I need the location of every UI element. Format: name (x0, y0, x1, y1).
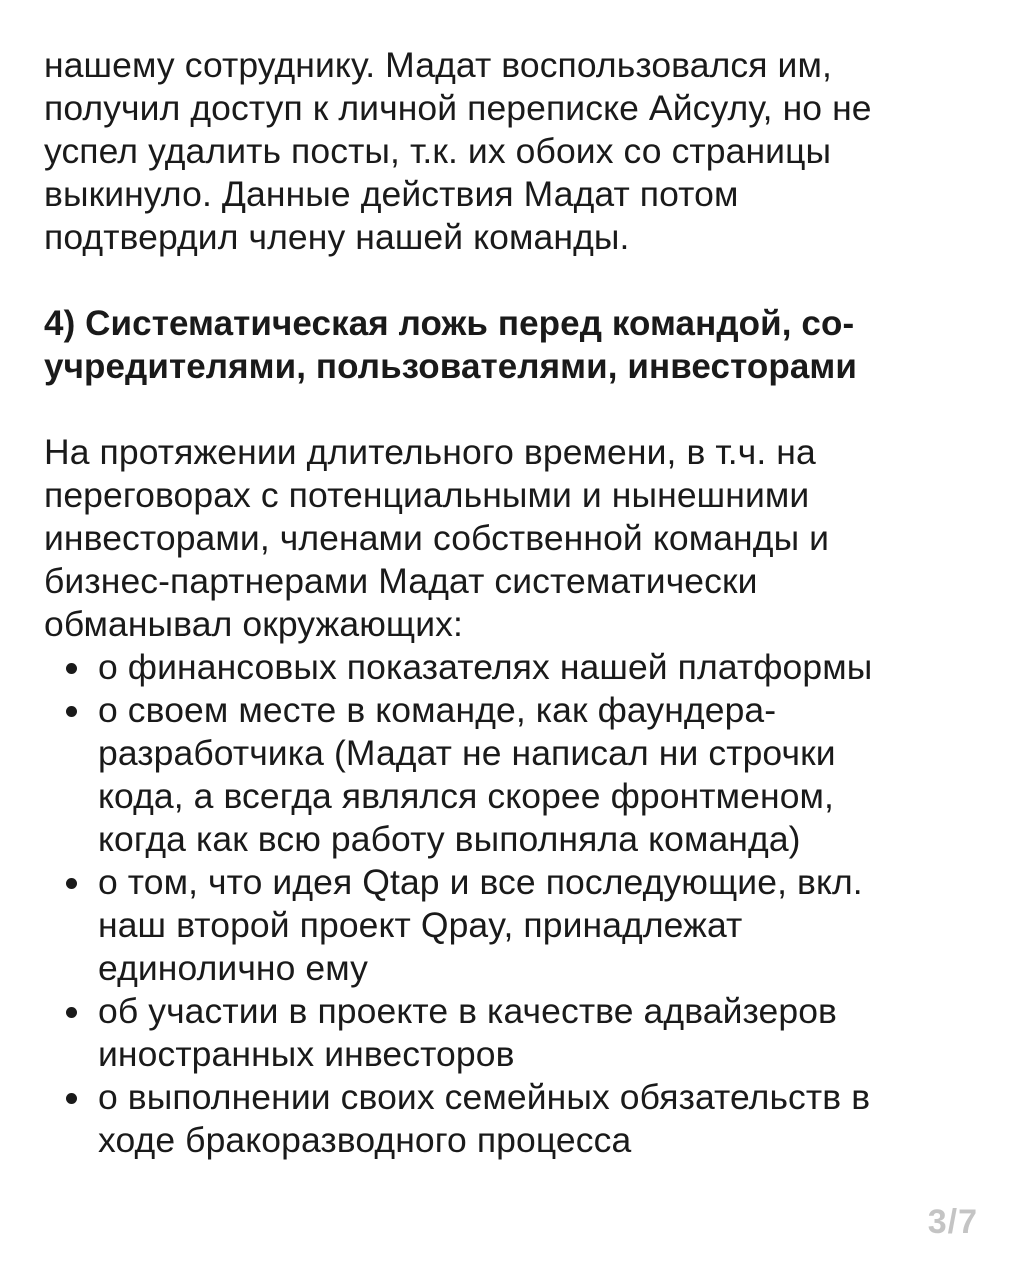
bullet-dot-icon (66, 663, 77, 674)
list-item-line: о своем месте в команде, как фаундера- (98, 690, 777, 730)
section-heading (44, 302, 984, 388)
list-item (44, 1076, 984, 1162)
paragraph-spacer (44, 259, 984, 302)
list-item-line: ходе бракоразводного процесса (98, 1120, 632, 1160)
list-item-line: единолично ему (98, 948, 369, 988)
section-body-paragraph (44, 431, 984, 646)
list-item (44, 990, 984, 1076)
list-item-line: наш второй проект Qpay, принадлежат (98, 905, 743, 945)
list-item-line: о финансовых показателях нашей платформы (98, 647, 873, 687)
list-item-line: кода, а всегда являлся скорее фронтменом, (98, 776, 835, 816)
list-item (44, 689, 984, 861)
bullet-dot-icon (66, 1093, 77, 1104)
list-item-line: когда как всю работу выполняла команда) (98, 819, 801, 859)
bullet-dot-icon (66, 1007, 77, 1018)
intro-paragraph (44, 44, 984, 259)
text-line: инвесторами, членами собственной команды и (44, 518, 830, 558)
paragraph-spacer (44, 388, 984, 431)
text-line: На протяжении длительного времени, в т.ч. на (44, 432, 816, 472)
list-item-line: о выполнении своих семейных обязательств в (98, 1077, 871, 1117)
text-line: выкинуло. Данные действия Мадат потом (44, 174, 739, 214)
list-item-line: иностранных инвесторов (98, 1034, 515, 1074)
bullet-dot-icon (66, 878, 77, 889)
page-indicator: 3/7 (927, 1203, 978, 1241)
list-item-line: разработчика (Мадат не написал ни строчки (98, 733, 836, 773)
bullet-dot-icon (66, 706, 77, 717)
text-line: успел удалить посты, т.к. их обоих со страницы (44, 131, 832, 171)
heading-line: учредителями, пользователями, инвесторами (44, 347, 858, 386)
heading-line: 4) Систематическая ложь перед командой, со- (44, 304, 855, 343)
text-line: получил доступ к личной переписке Айсулу, но не (44, 88, 872, 128)
list-item (44, 646, 984, 689)
list-item-line: об участии в проекте в качестве адвайзеров (98, 991, 838, 1031)
list-item-line: о том, что идея Qtap и все последующие, вкл. (98, 862, 863, 902)
text-line: обманывал окружающих: (44, 604, 463, 644)
document-page (44, 44, 984, 1162)
text-line: подтвердил члену нашей команды. (44, 217, 630, 257)
text-line: переговорах с потенциальными и нынешними (44, 475, 810, 515)
bullet-list (44, 646, 984, 1162)
list-item (44, 861, 984, 990)
text-line: бизнес-партнерами Мадат систематически (44, 561, 758, 601)
text-line: нашему сотруднику. Мадат воспользовался им, (44, 45, 832, 85)
